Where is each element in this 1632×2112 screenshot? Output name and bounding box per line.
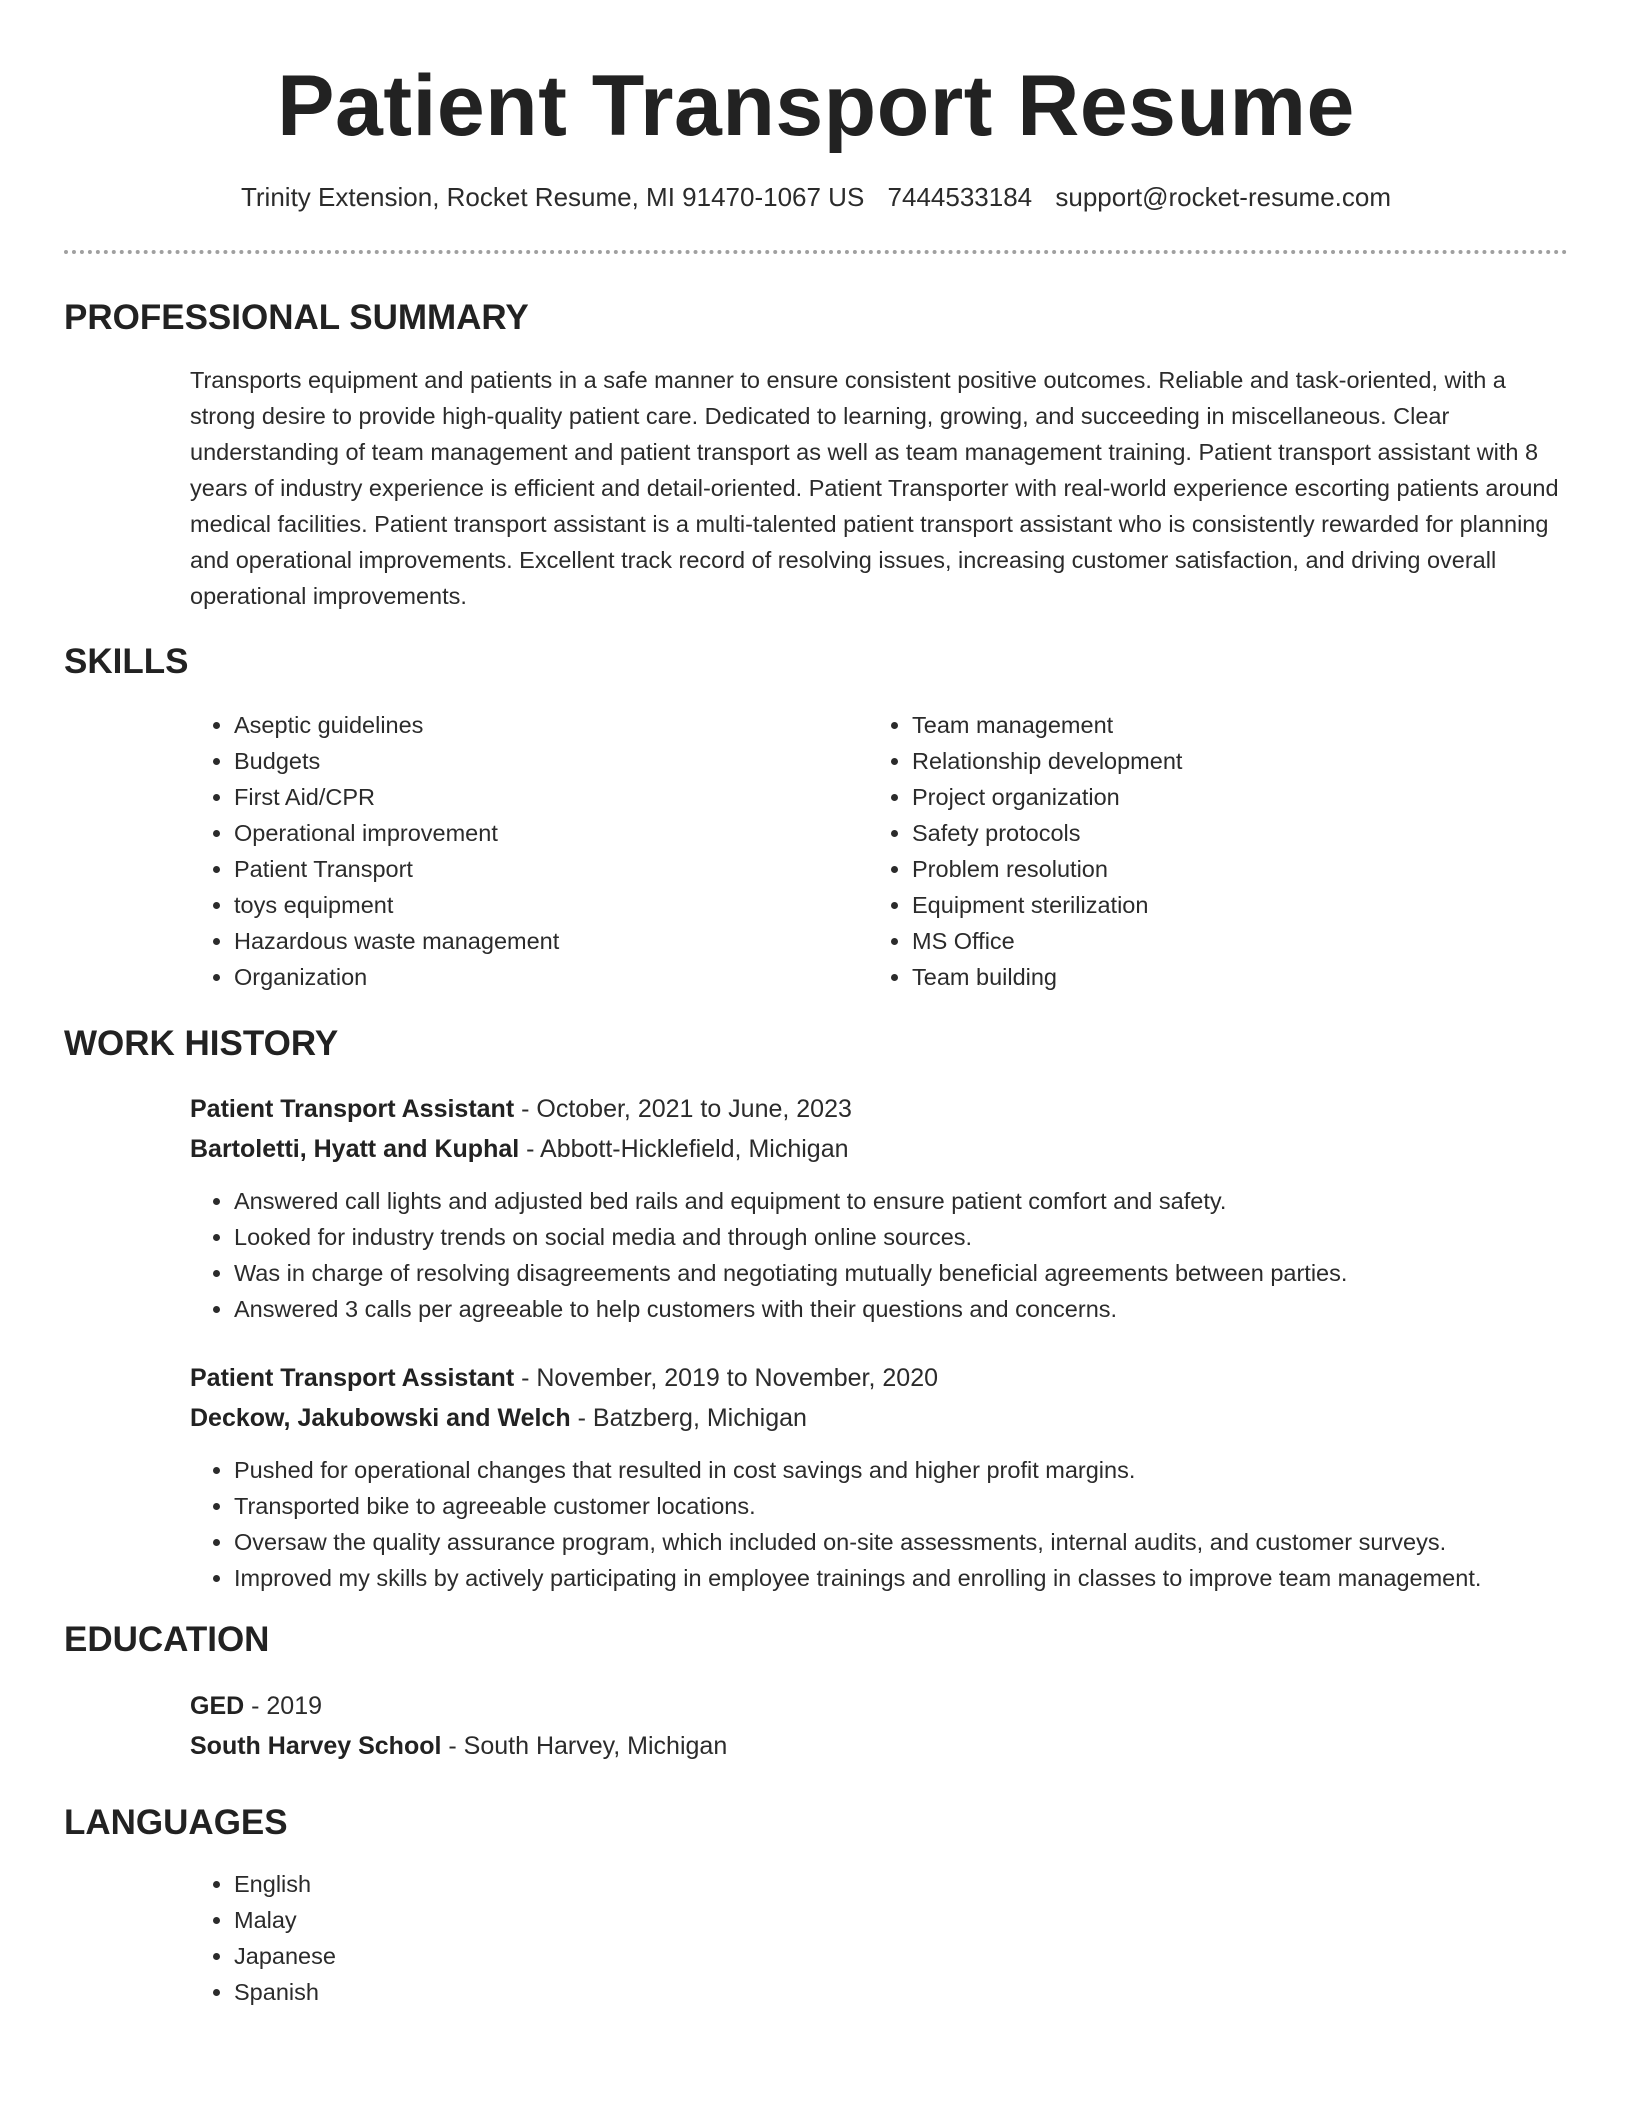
language-item: • Spanish <box>234 1974 1568 2010</box>
resume-page <box>64 0 1568 2005</box>
education-school: South Harvey School <box>190 1732 442 1760</box>
skill-item: • Team management <box>912 707 1546 743</box>
contact-phone: 7444533184 <box>887 182 1033 212</box>
job-title-line <box>190 1358 1568 1398</box>
skill-item: • Hazardous waste management <box>234 923 868 959</box>
education-year: - 2019 <box>244 1692 323 1720</box>
job-company-line <box>190 1398 1568 1438</box>
job-dates: - November, 2019 to November, 2020 <box>514 1364 939 1392</box>
summary-section <box>190 362 1568 614</box>
education-degree: GED <box>190 1692 245 1720</box>
job-duty: • Pushed for operational changes that resulted in cost savings and higher profit margins. <box>234 1452 1568 1488</box>
skill-item: • Operational improvement <box>234 815 868 851</box>
job-duty: • Oversaw the quality assurance program, which included on-site assessments, internal audits, and customer surveys. <box>234 1524 1568 1560</box>
summary-text: Transports equipment and patients in a safe manner to ensure consistent positive outcomes. Reliable and task-oriented, with a strong desire to provide high-quality patient care. Dedicated to learning, growing, and succeeding in miscellaneous. Clear understanding of team management and patient transport as well as team management training. Patient transport assistant with 8 years of industry experience is efficient and detail-oriented. Patient Transporter with real-world experience escorting patients around medical facilities. Patient transport assistant is a multi-talented patient transport assistant who is consistently rewarded for planning and operational improvements. Excellent track record of resolving issues, increasing customer satisfaction, and driving overall operational improvements. <box>190 367 1559 609</box>
job-title: Patient Transport Assistant <box>190 1095 515 1123</box>
language-item: • Malay <box>234 1902 1568 1938</box>
skills-heading: SKILLS <box>64 642 189 681</box>
contact-address: Trinity Extension, Rocket Resume, MI 91470-1067 US <box>240 182 865 212</box>
education-degree-line <box>190 1686 1568 1726</box>
education-entry <box>190 1686 1568 1766</box>
skill-item: • Safety protocols <box>912 815 1546 851</box>
skills-column-right <box>868 707 1546 995</box>
job-duty: • Answered call lights and adjusted bed rails and equipment to ensure patient comfort and safety. <box>234 1183 1568 1219</box>
resume-title: Patient Transport Resume <box>277 58 1355 154</box>
education-location: - South Harvey, Michigan <box>441 1732 728 1760</box>
language-item: • English <box>234 1866 1568 1902</box>
skill-item: • First Aid/CPR <box>234 779 868 815</box>
job-company-line <box>190 1129 1568 1169</box>
skill-item: • Aseptic guidelines <box>234 707 868 743</box>
skill-item: • toys equipment <box>234 887 868 923</box>
contact-email: support@rocket-resume.com <box>1055 182 1392 212</box>
job-duty: • Was in charge of resolving disagreements and negotiating mutually beneficial agreements between parties. <box>234 1255 1568 1291</box>
language-item: • Japanese <box>234 1938 1568 1974</box>
job-entry <box>190 1358 1568 1596</box>
skill-item: • Relationship development <box>912 743 1546 779</box>
job-entry <box>190 1089 1568 1327</box>
job-location: - Abbott-Hicklefield, Michigan <box>519 1135 849 1163</box>
header-divider <box>64 250 1568 254</box>
skill-item: • Project organization <box>912 779 1546 815</box>
education-heading: EDUCATION <box>64 1620 270 1659</box>
job-duty: • Improved my skills by actively participating in employee trainings and enrolling in classes to improve team management. <box>234 1560 1568 1596</box>
job-dates: - October, 2021 to June, 2023 <box>514 1095 852 1123</box>
summary-heading: PROFESSIONAL SUMMARY <box>64 298 529 337</box>
skill-item: • Problem resolution <box>912 851 1546 887</box>
contact-line <box>64 180 1568 214</box>
job-duty: • Answered 3 calls per agreeable to help customers with their questions and concerns. <box>234 1291 1568 1327</box>
job-company: Deckow, Jakubowski and Welch <box>190 1404 571 1432</box>
skills-column-left <box>190 707 868 995</box>
skill-item: • Organization <box>234 959 868 995</box>
work-history-heading: WORK HISTORY <box>64 1024 339 1063</box>
job-duty: • Looked for industry trends on social media and through online sources. <box>234 1219 1568 1255</box>
job-title: Patient Transport Assistant <box>190 1364 515 1392</box>
job-title-line <box>190 1089 1568 1129</box>
job-duties <box>190 1183 1568 1327</box>
skills-section <box>190 707 1568 995</box>
education-school-line <box>190 1726 1568 1766</box>
skill-item: • Equipment sterilization <box>912 887 1546 923</box>
languages-section <box>190 1866 1568 2010</box>
job-duty: • Transported bike to agreeable customer locations. <box>234 1488 1568 1524</box>
job-duties <box>190 1452 1568 1596</box>
skill-item: • MS Office <box>912 923 1546 959</box>
skill-item: • Team building <box>912 959 1546 995</box>
skill-item: • Budgets <box>234 743 868 779</box>
job-company: Bartoletti, Hyatt and Kuphal <box>190 1135 520 1163</box>
languages-heading: LANGUAGES <box>64 1803 288 1842</box>
job-location: - Batzberg, Michigan <box>570 1404 807 1432</box>
skill-item: • Patient Transport <box>234 851 868 887</box>
